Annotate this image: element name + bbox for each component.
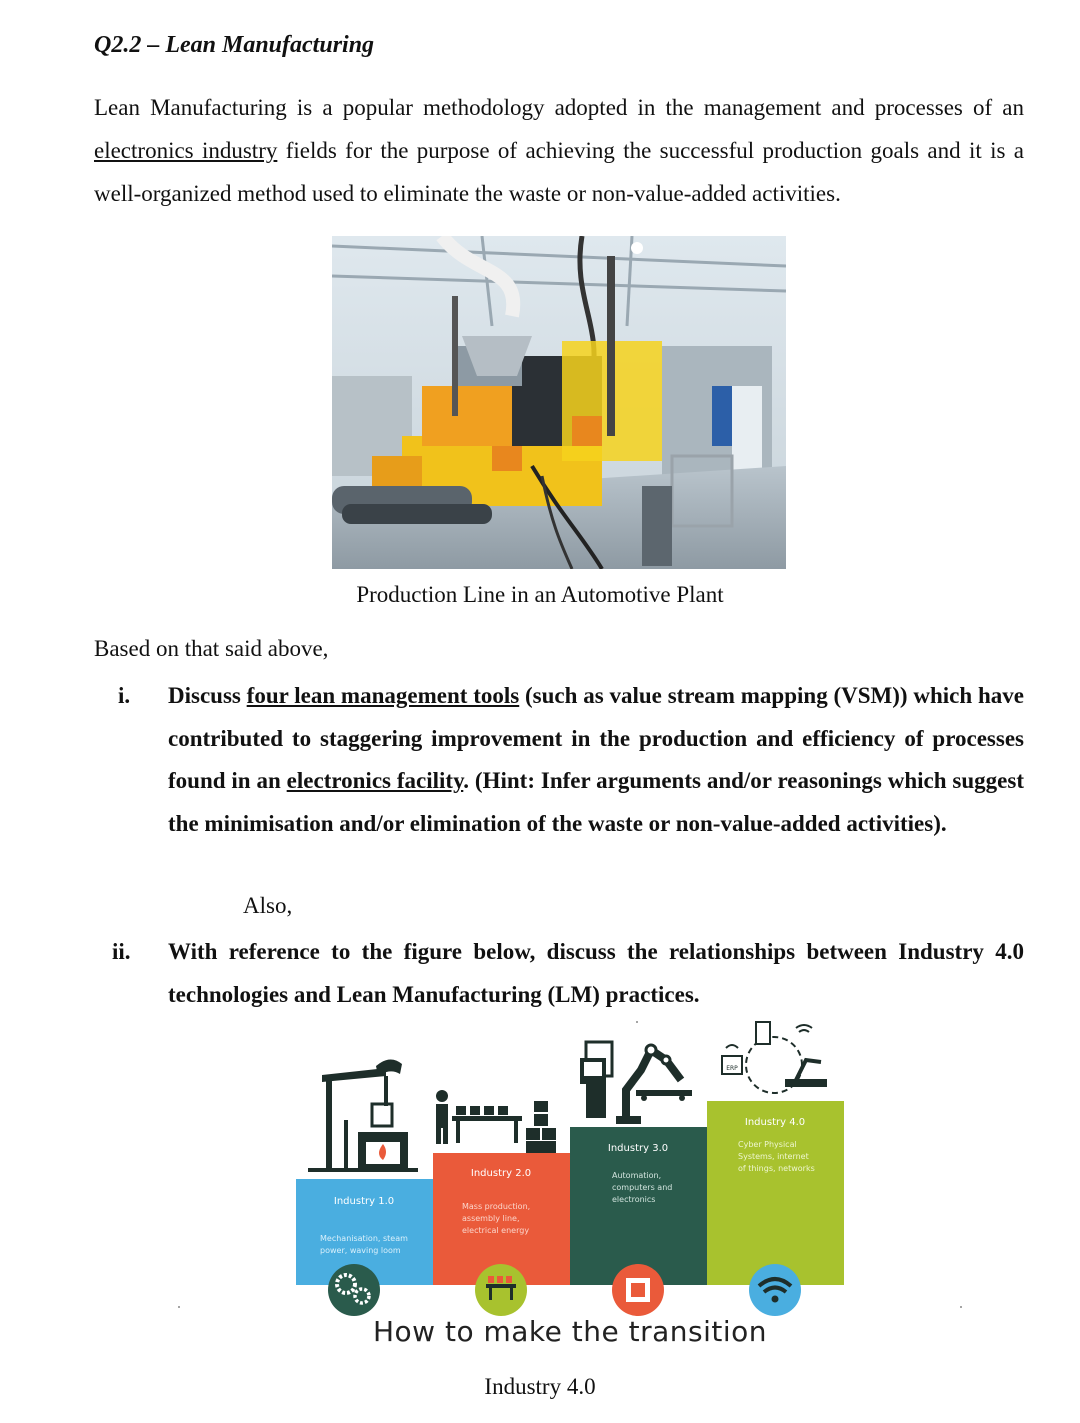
stray-dot-left (178, 1306, 180, 1308)
microchip-icon (612, 1264, 664, 1316)
stray-dot-right (960, 1306, 962, 1308)
stage-3-title: Industry 3.0 (607, 1143, 669, 1154)
gears-icon (328, 1264, 380, 1316)
intro-text-start: Lean Manufacturing is a popular methodology adopted in the management and processes of an (94, 95, 1024, 120)
svg-text:computers and: computers and (612, 1183, 673, 1192)
also-text: Also, (243, 893, 293, 918)
intro-text-end: fields for the purpose of achieving the successful production goals and it is a well-organized method used to eliminate the waste or non-value-added activities. (94, 138, 1024, 206)
question-ii-number: ii. (112, 939, 131, 964)
wifi-icon (749, 1264, 801, 1316)
section-heading: Q2.2 – Lean Manufacturing (94, 32, 375, 58)
question-i-text (168, 675, 1024, 845)
svg-text:electronics: electronics (612, 1195, 656, 1204)
svg-text:Mass production,: Mass production, (462, 1202, 531, 1211)
svg-text:assembly line,: assembly line, (462, 1214, 520, 1223)
svg-text:Automation,: Automation, (612, 1171, 662, 1180)
figure1-caption: Production Line in an Automotive Plant (356, 582, 724, 607)
four-lean-tools-underlined: four lean management tools (246, 683, 520, 708)
question-ii-text: With reference to the figure below, discuss the relationships between Industry 4.0 technologies and Lean Manufacturing (LM) practices. (168, 939, 1024, 1007)
question-i-number: i. (118, 683, 131, 708)
based-on-text: Based on that said above, (94, 636, 329, 661)
figure2-caption: Industry 4.0 (484, 1374, 596, 1399)
svg-text:electrical energy: electrical energy (462, 1226, 530, 1235)
industry-evolution-infographic (296, 1020, 844, 1320)
electronics-industry-underlined: electronics industry (94, 138, 278, 163)
erp-label: ERP (726, 1065, 738, 1072)
question-i-part3: . (Hint: Infer arguments and/or reasonings which suggest the minimisation and/or elimination of the waste or non-value-added activities). (168, 768, 1024, 836)
intro-paragraph (94, 86, 1024, 215)
electronics-facility-underlined: electronics facility (286, 768, 464, 793)
stage-2-title: Industry 2.0 (470, 1168, 532, 1179)
production-line-photo (332, 236, 786, 569)
svg-text:Cyber Physical: Cyber Physical (738, 1140, 797, 1149)
question-i-part1: Discuss (168, 683, 247, 708)
stage-1-title: Industry 1.0 (333, 1196, 395, 1207)
question-i-part2: (such as value stream mapping (VSM)) which have contributed to staggering improvement in the production and efficiency of processes found in an (168, 683, 1024, 793)
stray-dot-top (636, 1021, 638, 1023)
conveyor-icon (475, 1264, 527, 1316)
svg-text:of things, networks: of things, networks (738, 1164, 815, 1173)
svg-text:power, waving loom: power, waving loom (320, 1246, 401, 1255)
svg-text:Systems, internet: Systems, internet (738, 1152, 809, 1161)
transition-title: How to make the transition (372, 1315, 768, 1348)
stage-4-title: Industry 4.0 (744, 1117, 806, 1128)
svg-text:Mechanisation, steam: Mechanisation, steam (320, 1234, 408, 1243)
